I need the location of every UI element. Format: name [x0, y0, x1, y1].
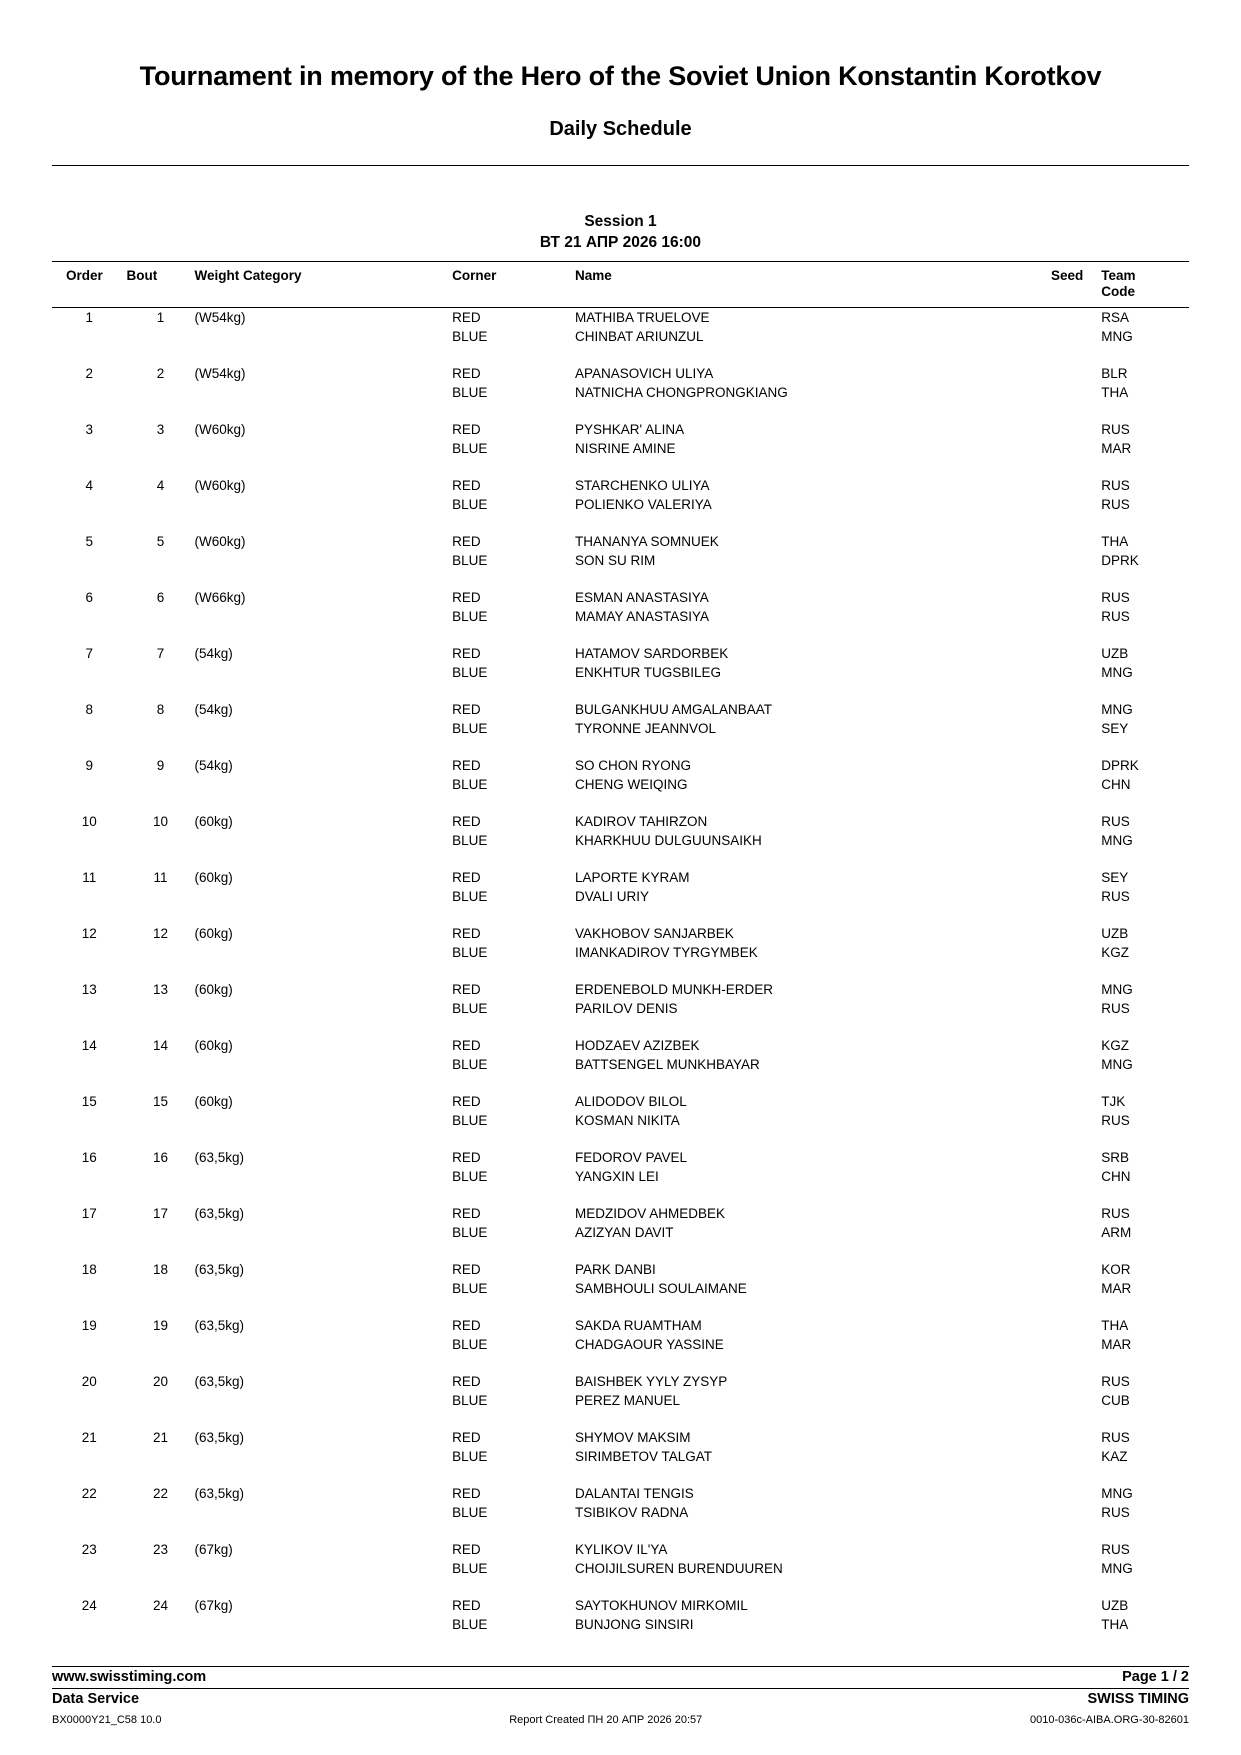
bout-order: 5	[85, 534, 94, 550]
row-spacer	[52, 1522, 1189, 1540]
bout-team-code: DPRK CHN	[1101, 758, 1139, 793]
document-id: 0010-036c-AIBA.ORG-30-82601	[1030, 1713, 1189, 1726]
column-header-weight-category: Weight Category	[195, 262, 453, 308]
row-spacer	[52, 1298, 1189, 1316]
bout-number: 3	[156, 422, 165, 438]
bout-team-code: BLR THA	[1101, 366, 1129, 401]
row-spacer	[52, 1410, 1189, 1428]
table-row	[52, 476, 1189, 514]
bout-weight-category: (63,5kg)	[194, 1262, 245, 1278]
row-spacer	[52, 738, 1189, 756]
bout-seed	[986, 1092, 1101, 1130]
bout-seed	[986, 1148, 1101, 1186]
bout-corner: RED BLUE	[452, 366, 488, 401]
bout-order: 7	[85, 646, 94, 662]
bout-corner: RED BLUE	[452, 1150, 488, 1185]
bout-team-code: RUS MNG	[1101, 1542, 1133, 1577]
schedule-table	[52, 261, 1189, 1634]
column-header-name: Name	[575, 262, 986, 308]
bout-corner: RED BLUE	[452, 1374, 488, 1409]
bout-corner: RED BLUE	[452, 1542, 488, 1577]
bout-corner: RED BLUE	[452, 1094, 488, 1129]
bout-number: 1	[156, 310, 165, 326]
bout-order: 2	[85, 366, 94, 382]
table-row	[52, 1204, 1189, 1242]
table-header	[52, 262, 1189, 308]
bout-boxer-name: ALIDODOV BILOL KOSMAN NIKITA	[574, 1094, 687, 1129]
row-spacer	[52, 1130, 1189, 1148]
bout-seed	[986, 588, 1101, 626]
bout-corner: RED BLUE	[452, 702, 488, 737]
bout-order: 22	[81, 1486, 97, 1502]
bout-number: 8	[156, 702, 165, 718]
bout-weight-category: (W66kg)	[194, 590, 246, 606]
bout-boxer-name: KADIROV TAHIRZON KHARKHUU DULGUUNSAIKH	[574, 814, 762, 849]
bout-order: 10	[81, 814, 97, 830]
bout-corner: RED BLUE	[452, 590, 488, 625]
row-spacer	[52, 1018, 1189, 1036]
table-row	[52, 1148, 1189, 1186]
table-row	[52, 644, 1189, 682]
bout-number: 16	[153, 1150, 169, 1166]
bout-seed	[986, 1036, 1101, 1074]
bout-corner: RED BLUE	[452, 534, 488, 569]
bout-boxer-name: THANANYA SOMNUEK SON SU RIM	[574, 534, 719, 569]
bout-number: 20	[153, 1374, 169, 1390]
data-service-label: Data Service	[52, 1691, 140, 1708]
bout-number: 17	[153, 1206, 169, 1222]
bout-boxer-name: BAISHBEK YYLY ZYSYP PEREZ MANUEL	[574, 1374, 728, 1409]
bout-weight-category: (60kg)	[194, 870, 233, 886]
table-row	[52, 1372, 1189, 1410]
table-body	[52, 308, 1189, 1635]
table-row	[52, 924, 1189, 962]
bout-corner: RED BLUE	[452, 814, 488, 849]
bout-seed	[986, 532, 1101, 570]
table-row	[52, 1092, 1189, 1130]
row-spacer	[52, 346, 1189, 364]
bout-weight-category: (63,5kg)	[194, 1206, 245, 1222]
bout-team-code: RUS ARM	[1101, 1206, 1132, 1241]
footer-row-service	[52, 1689, 1189, 1710]
bout-corner: RED BLUE	[452, 1038, 488, 1073]
bout-weight-category: (W54kg)	[194, 366, 246, 382]
session-name: Session 1	[584, 213, 657, 231]
bout-corner: RED BLUE	[452, 1430, 488, 1465]
row-spacer	[52, 458, 1189, 476]
bout-order: 12	[81, 926, 97, 942]
row-spacer	[52, 402, 1189, 420]
bout-boxer-name: ESMAN ANASTASIYA MAMAY ANASTASIYA	[574, 590, 710, 625]
bout-seed	[986, 1372, 1101, 1410]
bout-boxer-name: MATHIBA TRUELOVE CHINBAT ARIUNZUL	[574, 310, 710, 345]
bout-boxer-name: STARCHENKO ULIYA POLIENKO VALERIYA	[574, 478, 712, 513]
bout-weight-category: (60kg)	[194, 926, 233, 942]
bout-weight-category: (63,5kg)	[194, 1318, 245, 1334]
bout-seed	[986, 1596, 1101, 1634]
bout-team-code: TJK RUS	[1101, 1094, 1130, 1129]
bout-weight-category: (67kg)	[194, 1598, 233, 1614]
bout-corner: RED BLUE	[452, 646, 488, 681]
bout-weight-category: (63,5kg)	[194, 1430, 245, 1446]
bout-corner: RED BLUE	[452, 1318, 488, 1353]
bout-boxer-name: LAPORTE KYRAM DVALI URIY	[574, 870, 690, 905]
page-footer	[52, 1666, 1189, 1727]
bout-weight-category: (60kg)	[194, 982, 233, 998]
bout-order: 20	[81, 1374, 97, 1390]
row-spacer	[52, 1578, 1189, 1596]
bout-number: 19	[153, 1318, 169, 1334]
bout-seed	[986, 1204, 1101, 1242]
table-row	[52, 812, 1189, 850]
bout-weight-category: (54kg)	[194, 646, 233, 662]
bout-order: 8	[85, 702, 94, 718]
swisstiming-website-link[interactable]: www.swisstiming.com	[52, 1669, 207, 1686]
table-row	[52, 308, 1189, 347]
bout-seed	[986, 868, 1101, 906]
bout-order: 15	[81, 1094, 97, 1110]
bout-team-code: UZB THA	[1101, 1598, 1129, 1633]
bout-team-code: RSA MNG	[1101, 310, 1133, 345]
team-code-line-1: Team	[1101, 268, 1136, 284]
bout-boxer-name: FEDOROV PAVEL YANGXIN LEI	[574, 1150, 687, 1185]
table-row	[52, 756, 1189, 794]
bout-corner: RED BLUE	[452, 422, 488, 457]
bout-corner: RED BLUE	[452, 982, 488, 1017]
table-row	[52, 980, 1189, 1018]
bout-corner: RED BLUE	[452, 1206, 488, 1241]
table-row	[52, 1596, 1189, 1634]
bout-order: 18	[81, 1262, 97, 1278]
bout-boxer-name: ERDENEBOLD MUNKH-ERDER PARILOV DENIS	[574, 982, 773, 1017]
bout-number: 21	[153, 1430, 169, 1446]
bout-number: 14	[153, 1038, 169, 1054]
bout-order: 24	[81, 1598, 97, 1614]
report-code: BX0000Y21_C58 10.0	[52, 1713, 162, 1726]
bout-corner: RED BLUE	[452, 1486, 488, 1521]
table-row	[52, 868, 1189, 906]
bout-order: 3	[85, 422, 94, 438]
session-datetime: ВТ 21 АПР 2026 16:00	[539, 234, 702, 252]
table-row	[52, 532, 1189, 570]
bout-order: 17	[81, 1206, 97, 1222]
row-spacer	[52, 1074, 1189, 1092]
table-row	[52, 1428, 1189, 1466]
bout-number: 12	[153, 926, 169, 942]
bout-boxer-name: BULGANKHUU AMGALANBAAT TYRONNE JEANNVOL	[574, 702, 773, 737]
row-spacer	[52, 1466, 1189, 1484]
table-row	[52, 700, 1189, 738]
swiss-timing-brand: SWISS TIMING	[1087, 1691, 1189, 1708]
table-row	[52, 1316, 1189, 1354]
bout-team-code: THA MAR	[1101, 1318, 1132, 1353]
header-divider	[52, 165, 1189, 166]
bout-corner: RED BLUE	[452, 310, 488, 345]
table-header-row	[52, 262, 1189, 308]
column-header-seed: Seed	[986, 262, 1101, 308]
bout-order: 11	[82, 870, 97, 886]
bout-boxer-name: SAYTOKHUNOV MIRKOMIL BUNJONG SINSIRI	[574, 1598, 748, 1633]
bout-seed	[986, 308, 1101, 347]
row-spacer	[52, 570, 1189, 588]
bout-seed	[986, 700, 1101, 738]
bout-team-code: RUS KAZ	[1101, 1430, 1130, 1465]
row-spacer	[52, 1186, 1189, 1204]
bout-number: 9	[156, 758, 165, 774]
session-header	[52, 212, 1189, 254]
bout-weight-category: (63,5kg)	[194, 1374, 245, 1390]
bout-weight-category: (W60kg)	[194, 478, 246, 494]
bout-seed	[986, 1260, 1101, 1298]
column-header-corner: Corner	[452, 262, 575, 308]
table-row	[52, 1260, 1189, 1298]
bout-boxer-name: PARK DANBI SAMBHOULI SOULAIMANE	[574, 1262, 747, 1297]
bout-corner: RED BLUE	[452, 926, 488, 961]
bout-weight-category: (54kg)	[194, 702, 233, 718]
column-header-order: Order	[52, 262, 127, 308]
bout-boxer-name: PYSHKAR' ALINA NISRINE AMINE	[574, 422, 685, 457]
footer-row-website	[52, 1667, 1189, 1688]
table-row	[52, 1484, 1189, 1522]
footer-row-meta	[52, 1711, 1189, 1727]
bout-team-code: RUS CUB	[1101, 1374, 1130, 1409]
bout-seed	[986, 364, 1101, 402]
bout-weight-category: (W54kg)	[194, 310, 246, 326]
row-spacer	[52, 1242, 1189, 1260]
row-spacer	[52, 626, 1189, 644]
bout-boxer-name: HATAMOV SARDORBEK ENKHTUR TUGSBILEG	[574, 646, 729, 681]
bout-number: 11	[153, 870, 168, 886]
bout-order: 16	[81, 1150, 97, 1166]
bout-weight-category: (W60kg)	[194, 422, 246, 438]
bout-corner: RED BLUE	[452, 758, 488, 793]
bout-team-code: MNG SEY	[1101, 702, 1133, 737]
bout-seed	[986, 476, 1101, 514]
bout-boxer-name: VAKHOBOV SANJARBEK IMANKADIROV TYRGYMBEK	[574, 926, 758, 961]
table-row	[52, 588, 1189, 626]
bout-weight-category: (63,5kg)	[194, 1150, 245, 1166]
bout-number: 15	[153, 1094, 169, 1110]
bout-order: 14	[81, 1038, 97, 1054]
page-title: Tournament in memory of the Hero of the Soviet Union Konstantin Korotkov	[139, 61, 1102, 91]
bout-boxer-name: SHYMOV MAKSIM SIRIMBETOV TALGAT	[574, 1430, 712, 1465]
row-spacer	[52, 962, 1189, 980]
bout-team-code: SEY RUS	[1101, 870, 1130, 905]
bout-boxer-name: MEDZIDOV AHMEDBEK AZIZYAN DAVIT	[574, 1206, 725, 1241]
table-row	[52, 364, 1189, 402]
bout-order: 6	[85, 590, 94, 606]
row-spacer	[52, 794, 1189, 812]
bout-team-code: MNG RUS	[1101, 982, 1133, 1017]
row-spacer	[52, 682, 1189, 700]
bout-order: 13	[81, 982, 97, 998]
bout-order: 4	[85, 478, 94, 494]
bout-boxer-name: SO CHON RYONG CHENG WEIQING	[574, 758, 691, 793]
bout-order: 1	[85, 310, 94, 326]
bout-team-code: SRB CHN	[1101, 1150, 1131, 1185]
bout-number: 18	[153, 1262, 169, 1278]
bout-corner: RED BLUE	[452, 1262, 488, 1297]
bout-corner: RED BLUE	[452, 478, 488, 513]
column-header-bout: Bout	[127, 262, 195, 308]
bout-boxer-name: DALANTAI TENGIS TSIBIKOV RADNA	[574, 1486, 694, 1521]
bout-order: 9	[85, 758, 94, 774]
bout-team-code: RUS RUS	[1101, 590, 1130, 625]
bout-weight-category: (60kg)	[194, 814, 233, 830]
bout-seed	[986, 420, 1101, 458]
bout-order: 21	[81, 1430, 97, 1446]
bout-team-code: MNG RUS	[1101, 1486, 1133, 1521]
bout-number: 24	[153, 1598, 169, 1614]
bout-order: 19	[81, 1318, 97, 1334]
bout-seed	[986, 756, 1101, 794]
bout-boxer-name: KYLIKOV IL'YA CHOIJILSUREN BURENDUUREN	[574, 1542, 783, 1577]
bout-number: 22	[153, 1486, 169, 1502]
bout-weight-category: (60kg)	[194, 1038, 233, 1054]
column-header-team-code	[1101, 262, 1189, 308]
page-subtitle: Daily Schedule	[549, 118, 692, 141]
bout-seed	[986, 1484, 1101, 1522]
table-row	[52, 1036, 1189, 1074]
bout-corner: RED BLUE	[452, 1598, 488, 1633]
bout-team-code: UZB KGZ	[1101, 926, 1130, 961]
bout-seed	[986, 812, 1101, 850]
bout-team-code: UZB MNG	[1101, 646, 1133, 681]
bout-boxer-name: HODZAEV AZIZBEK BATTSENGEL MUNKHBAYAR	[574, 1038, 760, 1073]
row-spacer	[52, 906, 1189, 924]
report-created-timestamp: Report Created ПН 20 АПР 2026 20:57	[509, 1713, 703, 1726]
bout-seed	[986, 644, 1101, 682]
table-row	[52, 1540, 1189, 1578]
bout-number: 2	[156, 366, 165, 382]
bout-weight-category: (60kg)	[194, 1094, 233, 1110]
bout-boxer-name: SAKDA RUAMTHAM CHADGAOUR YASSINE	[574, 1318, 724, 1353]
bout-order: 23	[81, 1542, 97, 1558]
bout-seed	[986, 980, 1101, 1018]
row-spacer	[52, 1354, 1189, 1372]
row-spacer	[52, 514, 1189, 532]
bout-weight-category: (54kg)	[194, 758, 233, 774]
bout-weight-category: (63,5kg)	[194, 1486, 245, 1502]
table-row	[52, 420, 1189, 458]
bout-number: 7	[156, 646, 165, 662]
row-spacer	[52, 850, 1189, 868]
bout-seed	[986, 924, 1101, 962]
bout-weight-category: (W60kg)	[194, 534, 246, 550]
bout-weight-category: (67kg)	[194, 1542, 233, 1558]
bout-team-code: THA DPRK	[1101, 534, 1139, 569]
bout-corner: RED BLUE	[452, 870, 488, 905]
bout-team-code: KGZ MNG	[1101, 1038, 1133, 1073]
bout-seed	[986, 1540, 1101, 1578]
bout-team-code: RUS MNG	[1101, 814, 1133, 849]
bout-number: 10	[153, 814, 169, 830]
bout-seed	[986, 1428, 1101, 1466]
team-code-line-2: Code	[1101, 284, 1135, 300]
page-number: Page 1 / 2	[1122, 1669, 1189, 1686]
bout-team-code: RUS MAR	[1101, 422, 1132, 457]
bout-team-code: RUS RUS	[1101, 478, 1130, 513]
bout-seed	[986, 1316, 1101, 1354]
bout-number: 13	[153, 982, 169, 998]
bout-boxer-name: APANASOVICH ULIYA NATNICHA CHONGPRONGKIANG	[574, 366, 788, 401]
bout-number: 5	[156, 534, 165, 550]
bout-number: 6	[156, 590, 165, 606]
bout-number: 23	[153, 1542, 169, 1558]
bout-team-code: KOR MAR	[1101, 1262, 1132, 1297]
bout-number: 4	[156, 478, 165, 494]
